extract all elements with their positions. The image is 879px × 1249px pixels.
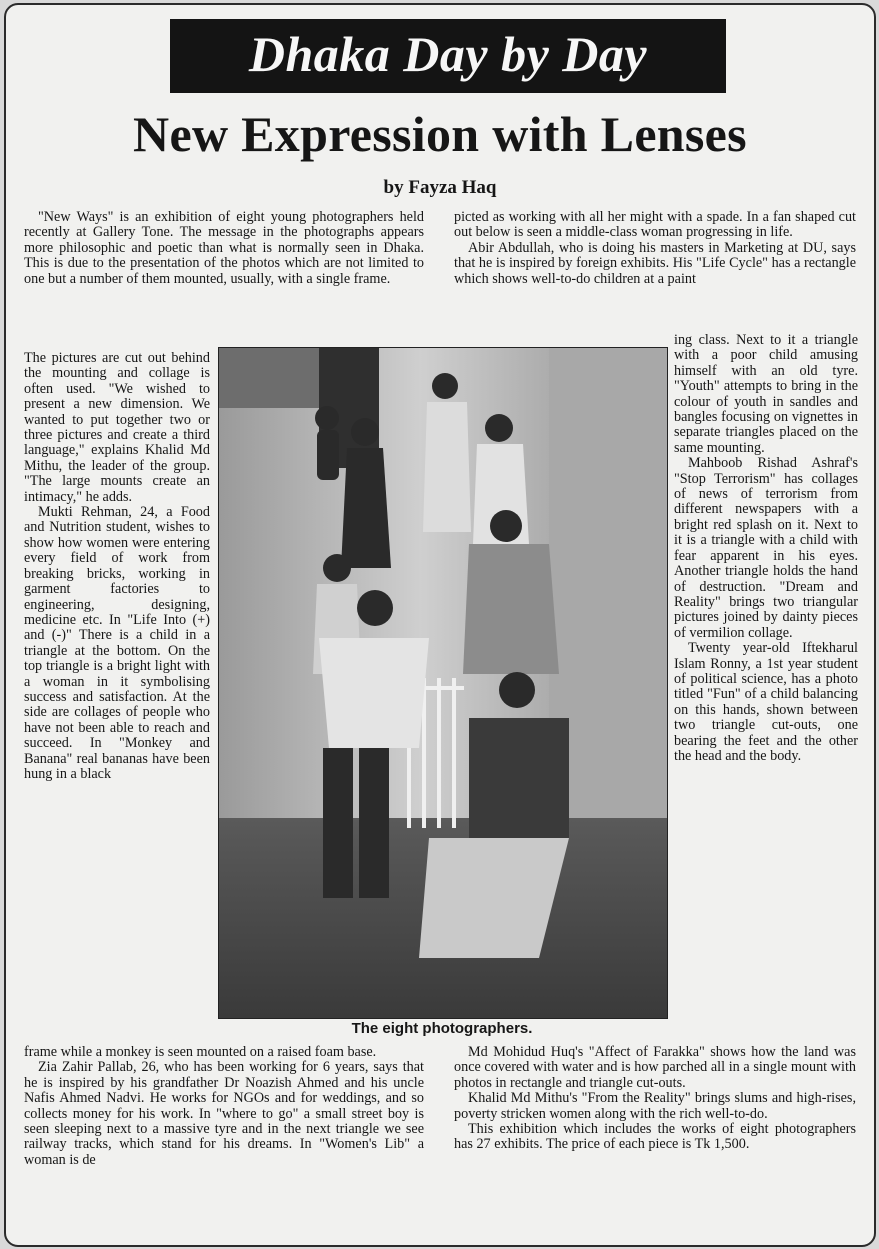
article-column-right-wrap	[674, 333, 858, 1045]
paragraph: picted as working with all her might with a spade. In a fan shaped cut out below is seen a middle-class woman progressing in life.	[454, 210, 856, 241]
paragraph: "New Ways" is an exhibition of eight young photographers held recently at Gallery Tone. The message in the photographs appears more philosophic and poetic than what is normally seen in Dhaka. This is due to the presentation of the photos which are not limited to one but a number of them mounted, usually, with a single frame.	[24, 210, 424, 287]
headline: New Expression with Lenses	[133, 106, 747, 162]
paragraph: Mukti Rehman, 24, a Food and Nutrition student, wishes to show how women were entering every field of work from breaking bricks, working in garment factories to engineering, designing, medicine etc. In "Life Into (+) and (-)" There is a child in a triangle at the bottom. On the top triangle is a bright light with a woman in it symbolising success and satisfaction. At the side are collages of people who have not been able to reach and succeed. In "Monkey and Banana" real bananas have been hung in a black	[24, 504, 210, 782]
paragraph: Zia Zahir Pallab, 26, who has been working for 6 years, says that he is inspired by his grandfather Dr Noazish Ahmed and his uncle Nafis Ahmed Nadvi. He works for NGOs and for weddings, and so collects money for his work. In "where to go" a small street boy is seen sleeping next to a massive tyre and in the next triangle we see railway tracks, which stand for his dreams. In "Women's Lib" a woman is de	[24, 1059, 424, 1168]
group-photo	[218, 347, 668, 1019]
article-column-left-top	[24, 210, 424, 352]
article-column-right-bottom	[454, 1045, 856, 1235]
paragraph: Mahboob Rishad Ashraf's "Stop Terrorism" has collages of news of terrorism from different newspapers with a bright red splash on it. Next to it is a triangle with a child with fear apparent in his eyes. Another triangle holds the hand of destruction. "Dream and Reality" brings two triangular pictures joined by dainty pieces of vermilion collage.	[674, 455, 858, 641]
paragraph: Abir Abdullah, who is doing his masters in Marketing at DU, says that he is inspired by foreign exhibits. His "Life Cycle" has a rectangle which shows well-to-do children at a paint	[454, 239, 856, 287]
byline: by Fayza Haq	[383, 177, 497, 198]
article-column-right-top	[454, 210, 856, 338]
photo-caption: The eight photographers.	[351, 1020, 533, 1037]
newspaper-clipping	[4, 3, 876, 1247]
article-column-left-wrap	[24, 351, 210, 1055]
section-title: Dhaka Day by Day	[248, 26, 648, 82]
group-photo-image	[219, 348, 667, 1018]
paragraph: frame while a monkey is seen mounted on a raised foam base.	[24, 1045, 377, 1060]
paragraph: Md Mohidud Huq's "Affect of Farakka" shows how the land was once covered with water and is how parched all in a single mount with photos in rectangle and triangle cut-outs.	[454, 1045, 856, 1091]
paragraph: Khalid Md Mithu's "From the Reality" brings slums and high-rises, poverty stricken women along with the rich well-to-do.	[454, 1090, 856, 1122]
article-column-left-bottom	[24, 1045, 424, 1235]
paragraph: The pictures are cut out behind the mounting and collage is often used. "We wished to present a new dimension. We wanted to put together two or three pictures and create a third language," explains Khalid Md Mithu, the leader of the group. "The large mounts create an intimacy," he adds.	[24, 351, 210, 505]
paragraph: This exhibition which includes the works of eight photographers has 27 exhibits. The price of each piece is Tk 1,500.	[454, 1121, 856, 1153]
paragraph: Twenty year-old Iftekharul Islam Ronny, a 1st year student of political science, has a photo titled "Fun" of a child balancing on this hands, shown between two triangle cut-outs, one bearing the feet and the other the head and the body.	[674, 640, 858, 764]
paragraph: ing class. Next to it a triangle with a poor child amusing himself with an old tyre. "Youth" attempts to bring in the colour of youth in sandles and bangles focusing on vignettes in separate triangles placed on the same mounting.	[674, 333, 858, 456]
section-banner	[170, 19, 726, 93]
